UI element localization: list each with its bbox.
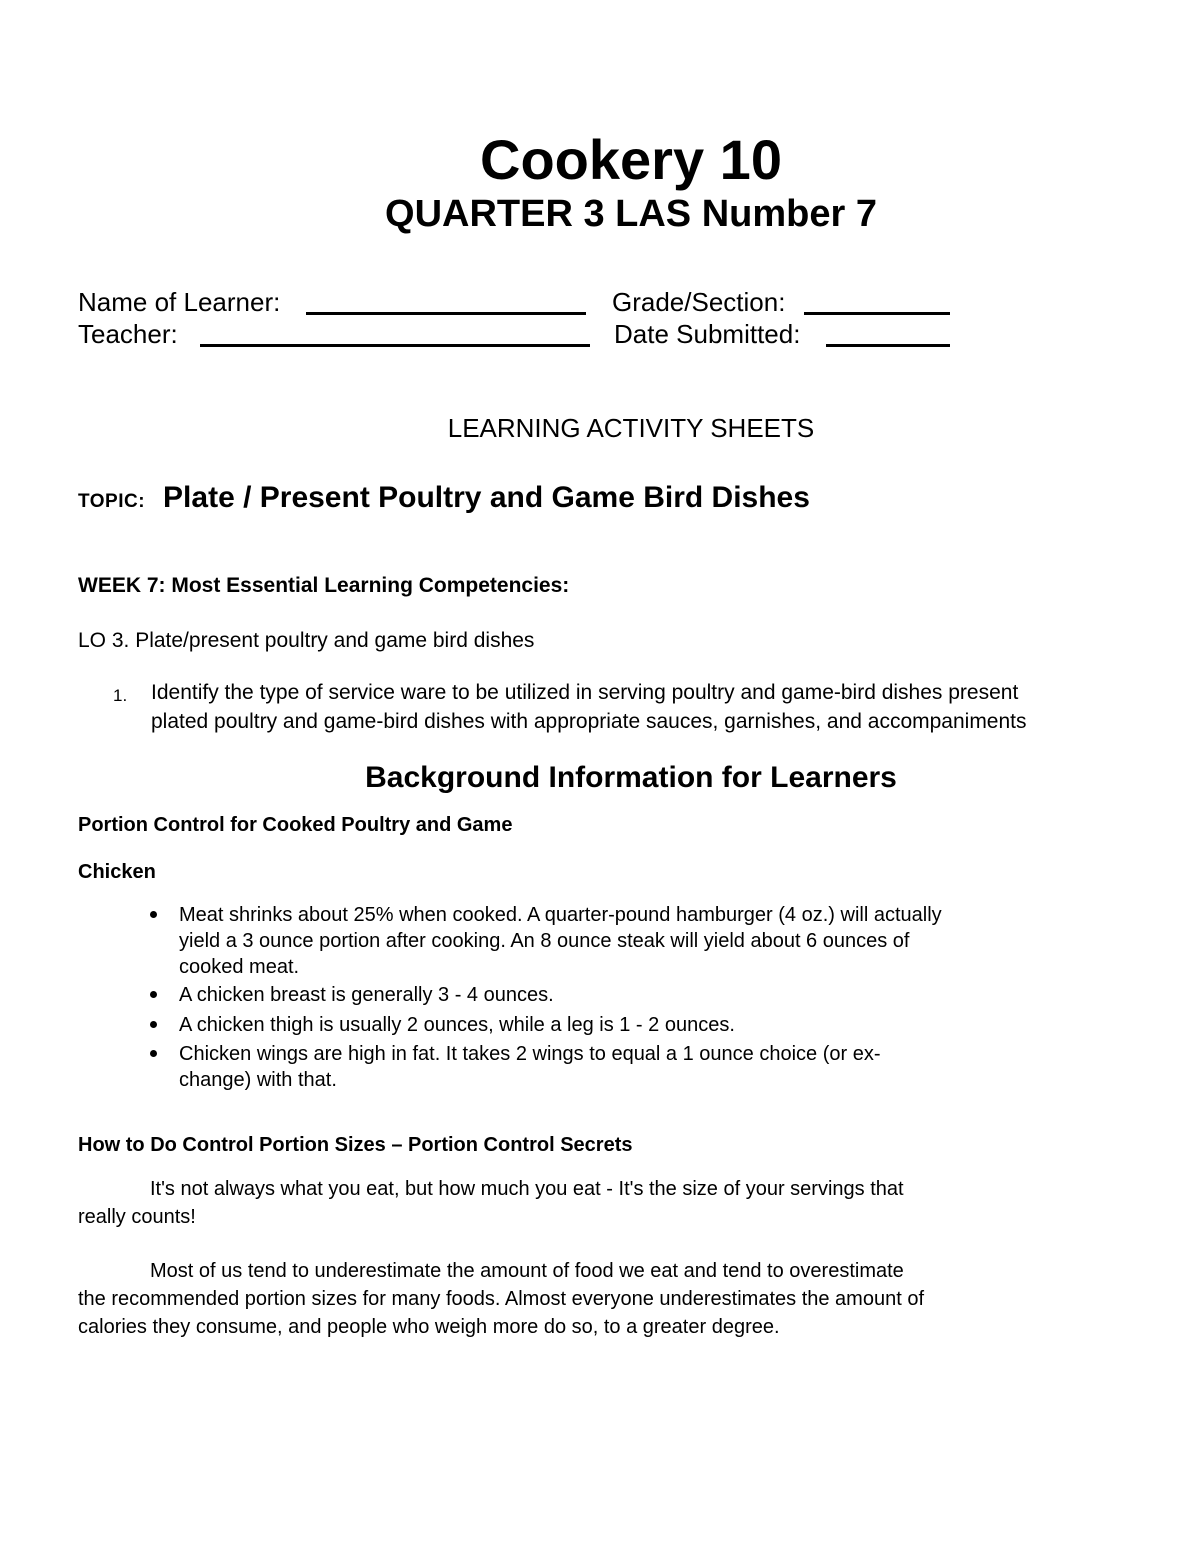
name-blank[interactable] [306,312,586,315]
bullet-line: Meat shrinks about 25% when cooked. A quarter-pound hamburger (4 oz.) will actually [179,904,942,926]
topic-label: TOPIC: [78,491,146,512]
howto-heading: How to Do Control Portion Sizes – Portion Control Secrets [78,1134,633,1156]
topic-text: Plate / Present Poultry and Game Bird Dishes [163,481,810,514]
grade-section-blank[interactable] [804,312,950,315]
bullet-item [179,1012,735,1038]
bullet-icon [150,1050,157,1057]
bullet-icon [150,1021,157,1028]
paragraph-2 [78,1257,924,1341]
competency-line: plated poultry and game-bird dishes with appropriate sauces, garnishes, and accompaniments [151,710,1027,733]
bullet-item [179,982,554,1008]
bullet-item [179,1041,881,1093]
bullet-item [179,902,942,980]
las-heading: LEARNING ACTIVITY SHEETS [447,413,815,443]
bullet-line: A chicken thigh is usually 2 ounces, while a leg is 1 - 2 ounces. [179,1014,735,1036]
paragraph-line: Most of us tend to underestimate the amount of food we eat and tend to overestimate [150,1260,904,1282]
bullet-line: change) with that. [179,1069,337,1091]
background-heading: Background Information for Learners [365,761,897,794]
date-submitted-blank[interactable] [826,344,950,347]
name-label: Name of Learner: [78,287,281,317]
portion-control-heading: Portion Control for Cooked Poultry and Game [78,814,513,836]
bullet-line: yield a 3 ounce portion after cooking. An 8 ounce steak will yield about 6 ounces of [179,930,910,952]
paragraph-line: It's not always what you eat, but how much you eat - It's the size of your servings that [150,1178,904,1200]
competency-number: 1. [113,686,128,705]
bullet-line: cooked meat. [179,956,300,978]
bullet-line: Chicken wings are high in fat. It takes 2 wings to equal a 1 ounce choice (or ex- [179,1043,881,1065]
paragraph-line: the recommended portion sizes for many foods. Almost everyone underestimates the amount of [78,1288,924,1310]
competencies-heading: WEEK 7: Most Essential Learning Competencies: [78,574,570,597]
bullet-icon [150,911,157,918]
bullet-line: A chicken breast is generally 3 - 4 ounces. [179,984,554,1006]
bullet-icon [150,991,157,998]
paragraph-1 [78,1175,904,1231]
document-subtitle: QUARTER 3 LAS Number 7 [385,193,877,235]
chicken-heading: Chicken [78,861,156,883]
date-submitted-label: Date Submitted: [614,319,801,349]
paragraph-line: calories they consume, and people who weigh more do so, to a greater degree. [78,1316,780,1338]
topic-line [78,478,810,523]
learning-outcome: LO 3. Plate/present poultry and game bird dishes [78,629,535,652]
teacher-blank[interactable] [200,344,590,347]
grade-section-label: Grade/Section: [612,287,786,317]
paragraph-line: really counts! [78,1206,196,1228]
document-title: Cookery 10 [480,128,782,191]
competency-item [151,678,1027,736]
teacher-label: Teacher: [78,319,178,349]
competency-line: Identify the type of service ware to be utilized in serving poultry and game-bird dishes present [151,681,1019,704]
